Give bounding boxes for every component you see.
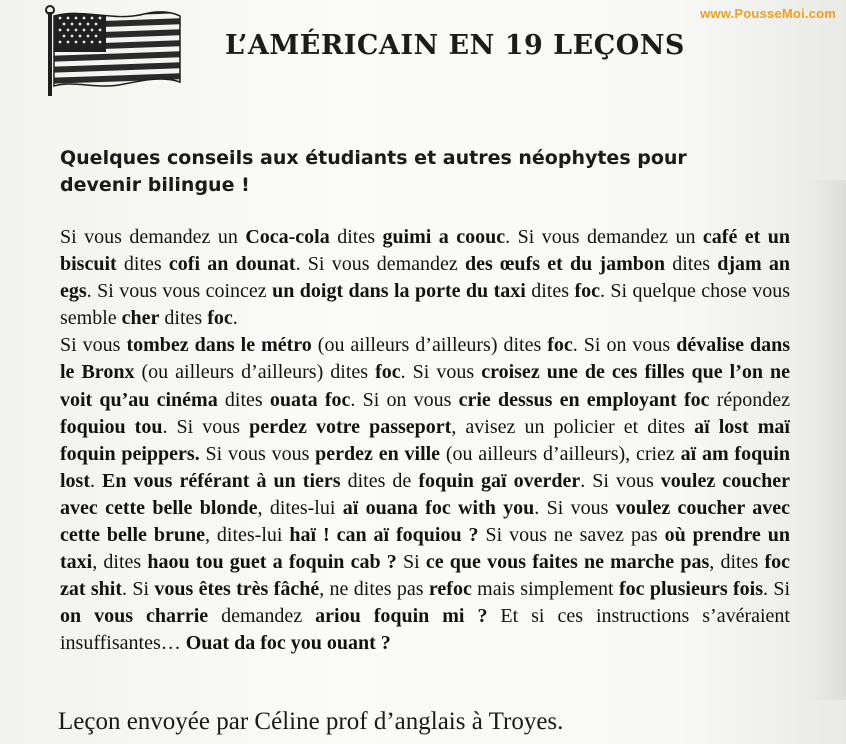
body-text-run: dites	[116, 253, 169, 276]
emphasis-text: voulez coucher avec cette belle blonde	[60, 469, 791, 519]
body-text-run: répondez	[709, 388, 791, 411]
body-text-run: dites de	[340, 469, 419, 492]
emphasis-text: cher	[121, 307, 160, 330]
body-text-run: . Si vous demandez un	[505, 226, 703, 248]
watermark-link[interactable]: www.PousseMoi.com	[700, 6, 836, 21]
emphasis-text: foc	[574, 280, 600, 303]
body-text-run: , dites	[92, 551, 148, 574]
emphasis-text: foc	[547, 334, 573, 357]
emphasis-text: aï am foquin lost	[60, 442, 791, 492]
paragraph-1	[60, 224, 790, 332]
body-text-run: (ou ailleurs d’ailleurs) dites	[134, 361, 376, 384]
body-text-run: dites	[159, 307, 208, 330]
emphasis-text: foc zat shit	[60, 551, 790, 601]
emphasis-text: Ouat da foc you ouant ?	[185, 632, 391, 655]
body-text-run: (ou ailleurs d’ailleurs), criez	[440, 442, 681, 465]
emphasis-text: foc	[207, 307, 233, 330]
body-text-run: , dites-lui	[204, 524, 290, 547]
emphasis-text: foquiou tou	[60, 415, 163, 438]
body-text-run: Si	[396, 551, 426, 574]
emphasis-text: guimi a coouc	[382, 226, 506, 248]
emphasis-text: on vous charrie	[60, 605, 209, 628]
emphasis-text: En vous référant à un tiers	[102, 469, 341, 492]
page-edge-shadow	[806, 180, 846, 700]
body-text-run: Et si ces instructions s’avéraient insuffisantes…	[60, 605, 790, 655]
body-text	[60, 224, 790, 658]
body-text-run: , dites	[709, 551, 765, 574]
body-text-run: (ou ailleurs d’ailleurs) dites	[311, 334, 548, 357]
body-text-run: Si vous demandez un	[60, 226, 246, 248]
body-text-run: . Si	[762, 578, 791, 601]
body-text-run: .	[90, 469, 103, 492]
emphasis-text: djam an egs	[60, 253, 791, 303]
emphasis-text: aï ouana foc with you	[342, 496, 535, 519]
body-text-run: . Si vous	[580, 469, 661, 492]
emphasis-text: refoc	[428, 578, 472, 601]
body-text-run: Si vous ne savez pas	[478, 524, 665, 547]
emphasis-text: un doigt dans la porte du taxi	[272, 280, 526, 303]
emphasis-text: vous êtes très fâché	[154, 578, 320, 601]
body-text-run: dites	[525, 280, 575, 303]
body-text-run: dites	[329, 226, 383, 248]
emphasis-text: foc	[375, 361, 401, 384]
paragraph-2	[60, 332, 790, 657]
emphasis-text: haou tou guet a foquin cab ?	[147, 551, 397, 574]
emphasis-text: aï lost maï foquin peippers.	[60, 415, 790, 465]
body-text-run: . Si	[122, 578, 155, 601]
body-text-run: Si vous	[60, 334, 127, 357]
body-text-run: .	[232, 307, 238, 330]
body-text-run: , avisez un policier et dites	[451, 415, 695, 438]
body-text-run: , dites-lui	[257, 496, 343, 519]
body-text-run: dites	[665, 253, 718, 276]
emphasis-text: croisez une de ces filles que l’on ne voit qu’au cinéma	[60, 361, 791, 411]
emphasis-text: café et un biscuit	[60, 226, 791, 276]
body-text-run: , ne dites pas	[319, 578, 429, 601]
emphasis-text: cofi an dounat	[168, 253, 296, 276]
emphasis-text: haï ! can aï foquiou ?	[289, 524, 479, 547]
emphasis-text: Coca-cola	[245, 226, 330, 248]
body-text-run: . Si quelque chose vous semble	[60, 280, 791, 330]
body-text-run: . Si on vous	[350, 388, 459, 411]
emphasis-text: tombez dans le métro	[126, 334, 312, 357]
emphasis-text: dévalise dans le Bronx	[60, 334, 790, 384]
emphasis-text: perdez en ville	[315, 442, 441, 465]
emphasis-text: foc plusieurs fois	[618, 578, 763, 601]
emphasis-text: crie dessus en employant foc	[458, 388, 710, 411]
body-text-run: demandez	[208, 605, 316, 628]
body-text-run: . Si vous vous coincez	[86, 280, 273, 303]
page-title: L’AMÉRICAIN EN 19 LEÇONS	[225, 30, 685, 61]
body-text-run: . Si vous	[400, 361, 482, 384]
body-text-run: . Si vous	[162, 415, 250, 438]
emphasis-text: ouata foc	[269, 388, 351, 411]
signature-line: Leçon envoyée par Céline prof d’anglais à Troyes.	[58, 708, 564, 735]
emphasis-text: ariou foquin mi ?	[315, 605, 488, 628]
american-flag-icon	[44, 2, 184, 96]
emphasis-text: perdez votre passeport	[249, 415, 452, 438]
body-text-run: . Si on vous	[572, 334, 677, 357]
emphasis-text: où prendre un taxi	[60, 524, 790, 574]
emphasis-text: foquin gaï overder	[418, 469, 581, 492]
body-text-run: . Si vous	[534, 496, 616, 519]
emphasis-text: voulez coucher avec cette belle brune	[60, 496, 791, 547]
body-text-run: Si vous vous	[199, 442, 316, 465]
subtitle: Quelques conseils aux étudiants et autres néophytes pour devenir bilingue !	[60, 147, 687, 196]
body-text-run: . Si vous demandez	[295, 253, 465, 276]
emphasis-text: ce que vous faites ne marche pas	[425, 551, 710, 574]
body-text-run: dites	[217, 388, 270, 411]
body-text-run: mais simplement	[471, 578, 619, 601]
emphasis-text: des œufs et du jambon	[464, 253, 665, 276]
